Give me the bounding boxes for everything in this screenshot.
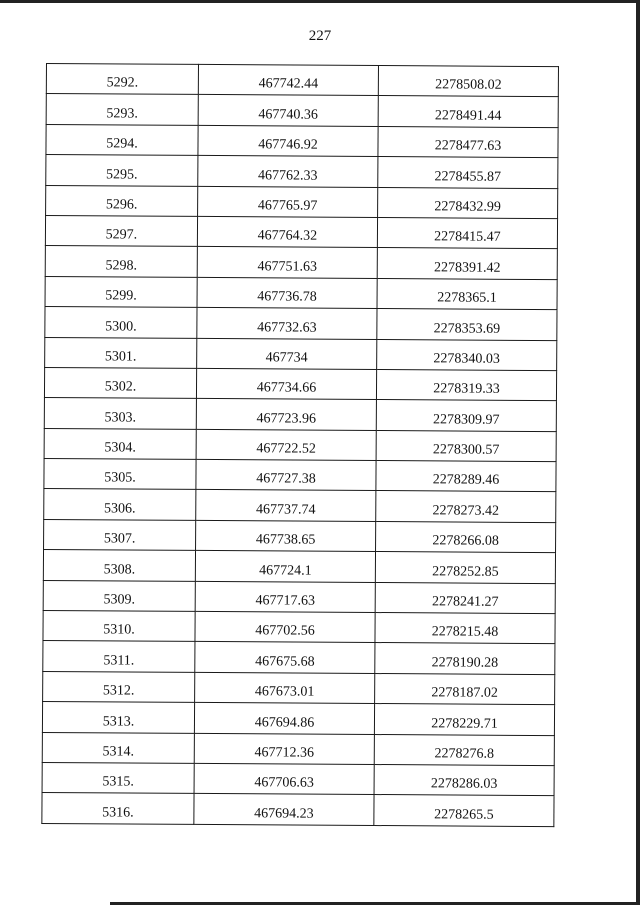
y-coordinate-text: 2278229.71 [431, 715, 498, 732]
point-number-text: 5312. [102, 683, 135, 699]
x-coordinate-cell [196, 460, 376, 491]
x-coordinate-text: 467764.32 [257, 228, 318, 245]
page-number: 227 [308, 28, 332, 44]
x-coordinate-text: 467706.63 [254, 775, 314, 792]
point-number-cell [45, 276, 197, 307]
x-coordinate-text: 467723.96 [256, 410, 317, 427]
point-number-cell [46, 185, 198, 216]
point-number-text: 5308. [103, 562, 136, 578]
point-number-text: 5303. [104, 410, 137, 426]
y-coordinate-cell [376, 461, 556, 492]
x-coordinate-cell [198, 95, 378, 126]
table-row [46, 155, 558, 189]
table-row [42, 762, 554, 796]
y-coordinate-text: 2278187.02 [431, 685, 498, 701]
point-number-text: 5292. [106, 75, 139, 91]
x-coordinate-text: 467712.36 [254, 745, 315, 761]
point-number-cell [44, 519, 196, 550]
y-coordinate-cell [378, 66, 558, 97]
y-coordinate-text: 2278190.28 [431, 655, 499, 671]
y-coordinate-text: 2278432.99 [434, 199, 501, 215]
x-coordinate-text: 467724.1 [259, 562, 312, 579]
point-number-cell [42, 762, 194, 793]
x-coordinate-cell [194, 794, 374, 825]
table-row [43, 550, 555, 584]
y-coordinate-text: 2278265.5 [434, 807, 494, 823]
point-number-cell [45, 215, 197, 246]
y-coordinate-text: 2278252.85 [432, 564, 499, 580]
y-coordinate-text: 2278309.97 [433, 412, 500, 428]
point-number-cell [44, 489, 196, 520]
y-coordinate-cell [376, 400, 556, 431]
point-number-text: 5296. [105, 197, 138, 213]
table-row [44, 519, 556, 553]
table-row [46, 64, 558, 98]
x-coordinate-text: 467746.92 [258, 137, 318, 153]
table-row [45, 246, 557, 280]
point-number-cell [43, 611, 195, 642]
y-coordinate-cell [377, 339, 557, 370]
y-coordinate-cell [378, 157, 558, 188]
x-coordinate-cell [197, 308, 377, 339]
point-number-cell [42, 793, 194, 824]
y-coordinate-cell [377, 278, 557, 309]
x-coordinate-text: 467727.38 [256, 471, 316, 488]
point-number-cell [43, 550, 195, 581]
point-number-cell [43, 580, 195, 611]
table-row [46, 124, 558, 158]
y-coordinate-text: 2278241.27 [431, 594, 499, 610]
point-number-text: 5309. [103, 592, 136, 608]
point-number-text: 5311. [103, 653, 135, 669]
x-coordinate-cell [198, 125, 378, 156]
x-coordinate-cell [195, 581, 375, 612]
x-coordinate-cell [196, 399, 376, 430]
x-coordinate-cell [194, 703, 374, 734]
point-number-cell [44, 398, 196, 429]
y-coordinate-cell [378, 187, 558, 218]
x-coordinate-text: 467740.36 [258, 107, 318, 123]
y-coordinate-text: 2278353.69 [433, 320, 501, 337]
x-coordinate-text: 467702.56 [255, 623, 315, 640]
table-row [46, 94, 558, 128]
y-coordinate-text: 2278319.33 [433, 381, 500, 398]
point-number-text: 5302. [104, 379, 137, 395]
coordinates-table [41, 63, 559, 827]
coordinates-table-body [42, 64, 559, 827]
x-coordinate-text: 467738.65 [255, 532, 316, 548]
y-coordinate-text: 2278289.46 [432, 472, 500, 489]
point-number-cell [42, 702, 194, 733]
point-number-cell [43, 671, 195, 702]
table-row [45, 337, 557, 371]
table-row [43, 580, 555, 614]
x-coordinate-cell [197, 216, 377, 247]
table-row [44, 428, 556, 462]
point-number-cell [46, 155, 198, 186]
y-coordinate-cell [376, 491, 556, 522]
x-coordinate-text: 467736.78 [257, 289, 317, 305]
table-row [45, 307, 557, 341]
point-number-text: 5294. [106, 136, 138, 152]
table-row [43, 611, 555, 645]
x-coordinate-cell [194, 763, 374, 794]
y-coordinate-text: 2278508.02 [435, 77, 502, 94]
y-coordinate-cell [376, 521, 556, 552]
point-number-text: 5299. [105, 288, 137, 304]
x-coordinate-cell [197, 338, 377, 369]
x-coordinate-text: 467694.86 [254, 714, 315, 731]
point-number-cell [44, 428, 196, 459]
x-coordinate-cell [197, 277, 377, 308]
y-coordinate-text: 2278276.8 [434, 746, 495, 762]
x-coordinate-cell [197, 247, 377, 278]
point-number-cell [44, 367, 196, 398]
y-coordinate-text: 2278286.03 [430, 776, 498, 793]
x-coordinate-text: 467732.63 [257, 319, 317, 336]
y-coordinate-cell [375, 613, 555, 644]
point-number-cell [46, 94, 198, 125]
y-coordinate-text: 2278365.1 [437, 290, 497, 306]
point-number-text: 5306. [103, 501, 136, 517]
y-coordinate-text: 2278477.63 [434, 138, 502, 154]
y-coordinate-cell [375, 643, 555, 674]
x-coordinate-text: 467722.52 [256, 441, 316, 457]
point-number-text: 5310. [103, 622, 135, 638]
x-coordinate-cell [196, 520, 376, 551]
y-coordinate-text: 2278415.47 [434, 229, 501, 246]
x-coordinate-text: 467734 [265, 350, 308, 366]
table-row [45, 276, 557, 310]
y-coordinate-cell [377, 217, 557, 248]
point-number-text: 5313. [102, 713, 135, 730]
table-row [42, 702, 554, 736]
point-number-cell [45, 307, 197, 338]
x-coordinate-cell [195, 551, 375, 582]
x-coordinate-text: 467694.23 [254, 806, 314, 822]
point-number-cell [45, 246, 197, 277]
x-coordinate-cell [198, 156, 378, 187]
table-row [46, 185, 558, 219]
y-coordinate-cell [377, 309, 557, 340]
point-number-text: 5293. [106, 106, 138, 122]
page-edge-right [636, 0, 640, 905]
point-number-cell [42, 732, 194, 763]
point-number-cell [43, 641, 195, 672]
y-coordinate-cell [376, 430, 556, 461]
x-coordinate-text: 467737.74 [255, 502, 316, 518]
x-coordinate-text: 467717.63 [255, 593, 316, 609]
y-coordinate-cell [374, 704, 554, 735]
x-coordinate-text: 467675.68 [255, 654, 315, 670]
y-coordinate-text: 2278455.87 [434, 168, 502, 185]
point-number-text: 5301. [104, 349, 137, 365]
table-row [42, 732, 554, 766]
y-coordinate-text: 2278266.08 [432, 533, 499, 550]
y-coordinate-text: 2278300.57 [432, 442, 500, 458]
x-coordinate-cell [198, 64, 378, 95]
point-number-cell [44, 459, 196, 490]
point-number-text: 5316. [102, 805, 134, 821]
x-coordinate-text: 467742.44 [258, 76, 319, 93]
table-row [44, 459, 556, 493]
point-number-text: 5300. [105, 318, 137, 335]
point-number-text: 5297. [105, 227, 138, 243]
table-row [43, 671, 555, 705]
x-coordinate-cell [196, 429, 376, 460]
x-coordinate-cell [195, 672, 375, 703]
y-coordinate-text: 2278215.48 [431, 624, 499, 641]
point-number-text: 5305. [104, 470, 136, 487]
point-number-text: 5304. [104, 440, 136, 456]
x-coordinate-cell [194, 733, 374, 764]
y-coordinate-cell [377, 248, 557, 279]
x-coordinate-cell [196, 490, 376, 521]
table-row [44, 367, 556, 401]
x-coordinate-text: 467751.63 [257, 259, 318, 275]
point-number-cell [46, 124, 198, 155]
point-number-text: 5314. [102, 744, 135, 760]
y-coordinate-text: 2278340.03 [433, 351, 500, 367]
y-coordinate-cell [378, 96, 558, 127]
point-number-text: 5295. [106, 166, 138, 183]
x-coordinate-cell [198, 186, 378, 217]
x-coordinate-cell [195, 611, 375, 642]
point-number-text: 5298. [105, 258, 138, 274]
x-coordinate-text: 467762.33 [258, 167, 318, 184]
y-coordinate-cell [375, 582, 555, 613]
y-coordinate-cell [378, 126, 558, 157]
y-coordinate-cell [375, 552, 555, 583]
point-number-text: 5307. [103, 531, 136, 547]
point-number-text: 5315. [102, 774, 134, 790]
y-coordinate-cell [374, 734, 554, 765]
table-row [43, 641, 555, 675]
table-row [44, 489, 556, 523]
y-coordinate-cell [374, 765, 554, 796]
x-coordinate-text: 467734.66 [256, 380, 317, 396]
x-coordinate-cell [196, 368, 376, 399]
x-coordinate-text: 467765.97 [257, 198, 318, 214]
y-coordinate-text: 2278391.42 [433, 260, 501, 276]
point-number-cell [45, 337, 197, 368]
table-row [42, 793, 554, 827]
y-coordinate-cell [375, 673, 555, 704]
y-coordinate-cell [374, 795, 554, 826]
x-coordinate-cell [195, 642, 375, 673]
page-edge-top [0, 0, 640, 3]
y-coordinate-text: 2278491.44 [434, 108, 502, 124]
point-number-cell [46, 64, 198, 95]
y-coordinate-text: 2278273.42 [432, 503, 500, 519]
y-coordinate-cell [376, 369, 556, 400]
table-row [44, 398, 556, 432]
table-row [45, 215, 557, 249]
x-coordinate-text: 467673.01 [254, 684, 315, 700]
